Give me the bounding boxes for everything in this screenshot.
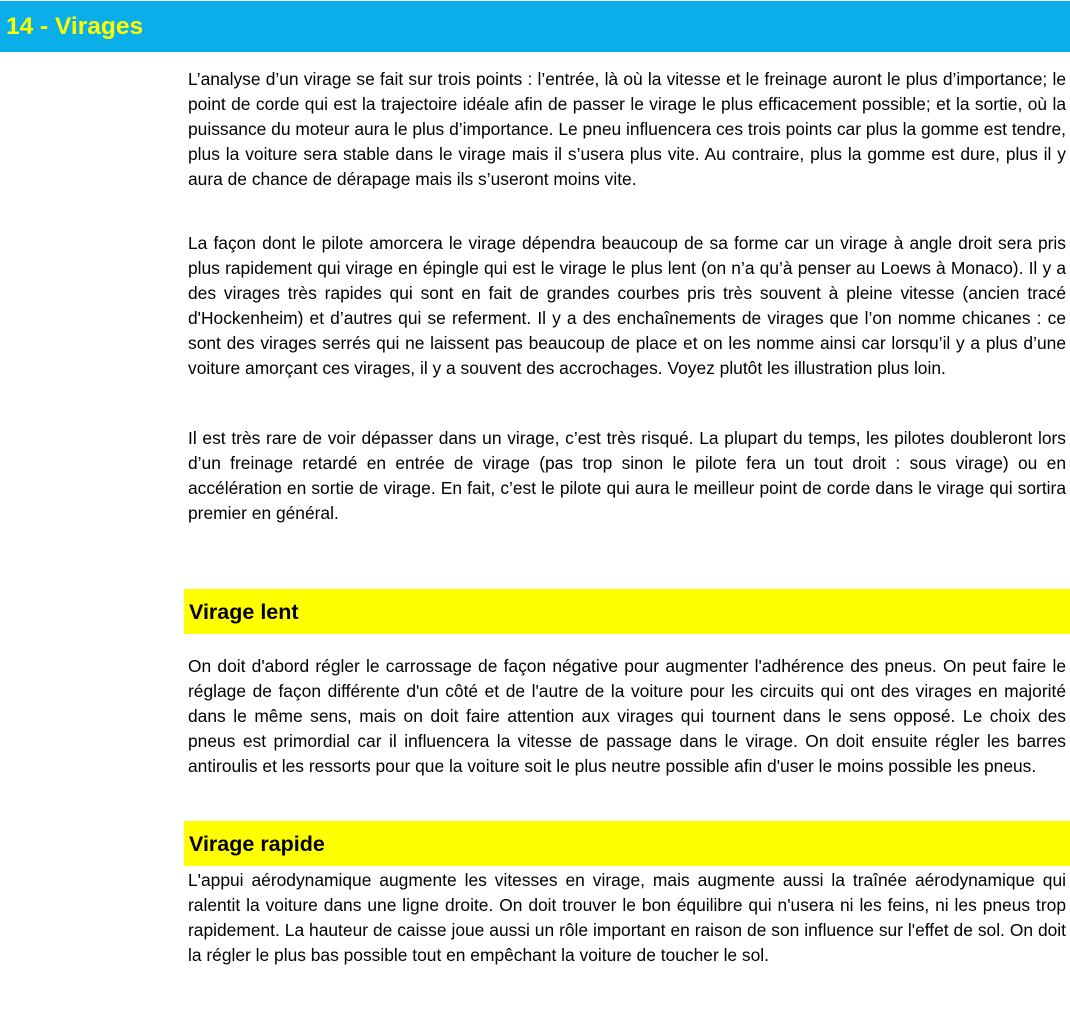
chapter-title-bar [0, 1, 1070, 52]
section-heading-virage-lent: Virage lent [189, 600, 299, 624]
section-heading-virage-rapide: Virage rapide [189, 832, 325, 856]
chapter-title: 14 - Virages [6, 13, 144, 40]
intro-paragraph-2: La façon dont le pilote amorcera le virage dépendra beaucoup de sa forme car un virage à angle droit sera pris plus rapidement qui virage en épingle qui est le virage le plus lent (on n’a qu’à penser au Loews à Monaco). Il y a des virages très rapides qui sont en fait de grandes courbes pris très souvent à pleine vitesse (ancien tracé d'Hockenheim) et d’autres qui se referment. Il y a des enchaînements de virages que l’on nomme chicanes : ce sont des virages serrés qui ne laissent pas beaucoup de place et on les nomme ainsi car lorsqu’il y a plus d’une voiture amorçant ces virages, il y a souvent des accrochages. Voyez plutôt les illustration plus loin. [188, 233, 1066, 378]
section-heading-bar-virage-lent [184, 589, 1070, 634]
intro-paragraph-1: L’analyse d’un virage se fait sur trois points : l’entrée, là où la vitesse et le freinage auront le plus d’importance; le point de corde qui est la trajectoire idéale afin de passer le virage le plus efficacement possible; et la sortie, où la puissance du moteur aura le plus d’importance. Le pneu influencera ces trois points car plus la gomme est tendre, plus la voiture sera stable dans le virage mais il s’usera plus vite. Au contraire, plus la gomme est dure, plus il y aura de chance de dérapage mais ils s’useront moins vite. [188, 69, 1066, 189]
section-heading-bar-virage-rapide [184, 821, 1070, 866]
section-body-virage-lent: On doit d'abord régler le carrossage de façon négative pour augmenter l'adhérence des pneus. On peut faire le réglage de façon différente d'un côté et de l'autre de la voiture pour les circuits qui ont des virages en majorité dans le même sens, mais on doit faire attention aux virages qui tournent dans le sens opposé. Le choix des pneus est primordial car il influencera la vitesse de passage dans le virage. On doit ensuite régler les barres antiroulis et les ressorts pour que la voiture soit le plus neutre possible afin d'user le moins possible les pneus. [188, 656, 1066, 776]
intro-paragraph-3: Il est très rare de voir dépasser dans un virage, c’est très risqué. La plupart du temps, les pilotes doubleront lors d’un freinage retardé en entrée de virage (pas trop sinon le pilote fera un tout droit : sous virage) ou en accélération en sortie de virage. En fait, c’est le pilote qui aura le meilleur point de corde dans le virage qui sortira premier en général. [188, 428, 1066, 523]
section-body-virage-rapide: L'appui aérodynamique augmente les vitesses en virage, mais augmente aussi la traînée aérodynamique qui ralentit la voiture dans une ligne droite. On doit trouver le bon équilibre qui n'usera ni les feins, ni les pneus trop rapidement. La hauteur de caisse joue aussi un rôle important en raison de son influence sur l'effet de sol. On doit la régler le plus bas possible tout en empêchant la voiture de toucher le sol. [188, 870, 1066, 965]
